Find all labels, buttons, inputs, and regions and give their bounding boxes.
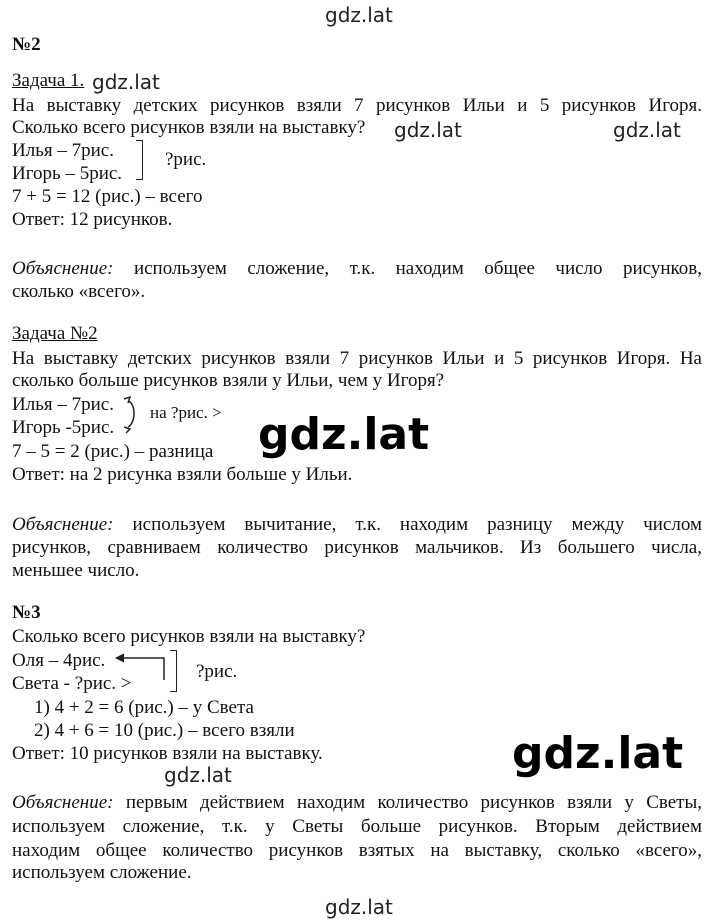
- watermark: gdz.lat: [258, 409, 430, 460]
- explanation: Объяснение: используем вычитание, т.к. находим разницу между числом: [12, 514, 703, 535]
- compare-arrow-icon: [120, 393, 150, 439]
- watermark: gdz.lat: [92, 70, 160, 94]
- solution-step: 1) 4 + 2 = 6 (рис.) – у Света: [34, 697, 254, 718]
- given-ilya: Илья – 7рис.: [12, 140, 114, 161]
- explanation-text: сколько «всего».: [12, 281, 146, 302]
- task-text: Сколько всего рисунков взяли на выставку?: [12, 626, 366, 647]
- explanation-text: находим общее количество рисунков взятых на выставку, сколько «всего»,: [12, 840, 702, 861]
- section-heading: №3: [12, 602, 41, 623]
- given-ilya: Илья – 7рис.: [12, 394, 114, 415]
- brace: [170, 650, 177, 692]
- section-heading: №2: [12, 34, 41, 55]
- calculation: 7 – 5 = 2 (рис.) – разница: [12, 441, 214, 462]
- watermark: gdz.lat: [613, 118, 681, 142]
- answer: Ответ: 12 рисунков.: [12, 209, 173, 230]
- task-text: На выставку детских рисунков взяли 7 рисунков Ильи и 5 рисунков Игоря.: [12, 95, 702, 116]
- explanation-text: меньшее число.: [12, 560, 140, 581]
- relation-arrow-icon: [112, 648, 172, 688]
- given-igor: Игорь – 5рис.: [12, 163, 123, 184]
- task-title: Задача №2: [12, 323, 98, 344]
- calculation: 7 + 5 = 12 (рис.) – всего: [12, 186, 203, 207]
- arrow-label: на ?рис. >: [150, 403, 222, 422]
- explanation-label: Объяснение:: [12, 514, 114, 535]
- given-sveta: Света - ?рис. >: [12, 673, 132, 694]
- explanation: Объяснение: первым действием находим количество рисунков взяли у Светы,: [12, 792, 702, 813]
- given-igor: Игорь -5рис.: [12, 417, 115, 438]
- explanation: Объяснение: используем сложение, т.к. находим общее число рисунков,: [12, 258, 702, 279]
- explanation-text: рисунков, сравниваем количество рисунков мальчиков. Из большего числа,: [12, 537, 702, 558]
- task-title: Задача 1.: [12, 70, 85, 91]
- watermark: gdz.lat: [325, 3, 393, 27]
- watermark: gdz.lat: [164, 763, 232, 787]
- answer: Ответ: 10 рисунков взяли на выставку.: [12, 743, 323, 764]
- watermark: gdz.lat: [512, 728, 684, 779]
- solution-step: 2) 4 + 6 = 10 (рис.) – всего взяли: [34, 720, 295, 741]
- task-text: На выставку детских рисунков взяли 7 рисунков Ильи и 5 рисунков Игоря. На: [12, 348, 702, 369]
- task-text: сколько больше рисунков взяли у Ильи, чем у Игоря?: [12, 370, 445, 391]
- answer: Ответ: на 2 рисунка взяли больше у Ильи.: [12, 464, 353, 485]
- given-olya: Оля – 4рис.: [12, 650, 106, 671]
- brace-label: ?рис.: [196, 661, 238, 682]
- explanation-label: Объяснение:: [12, 792, 114, 813]
- watermark: gdz.lat: [325, 895, 393, 919]
- explanation-label: Объяснение:: [12, 258, 114, 279]
- explanation-text: используем сложение, т.к. у Светы больше рисунков. Вторым действием: [12, 816, 702, 837]
- brace-label: ?рис.: [165, 149, 207, 170]
- brace: [136, 140, 143, 180]
- task-text: Сколько всего рисунков взяли на выставку?: [12, 117, 366, 138]
- explanation-text: используем сложение.: [12, 862, 192, 883]
- watermark: gdz.lat: [394, 118, 462, 142]
